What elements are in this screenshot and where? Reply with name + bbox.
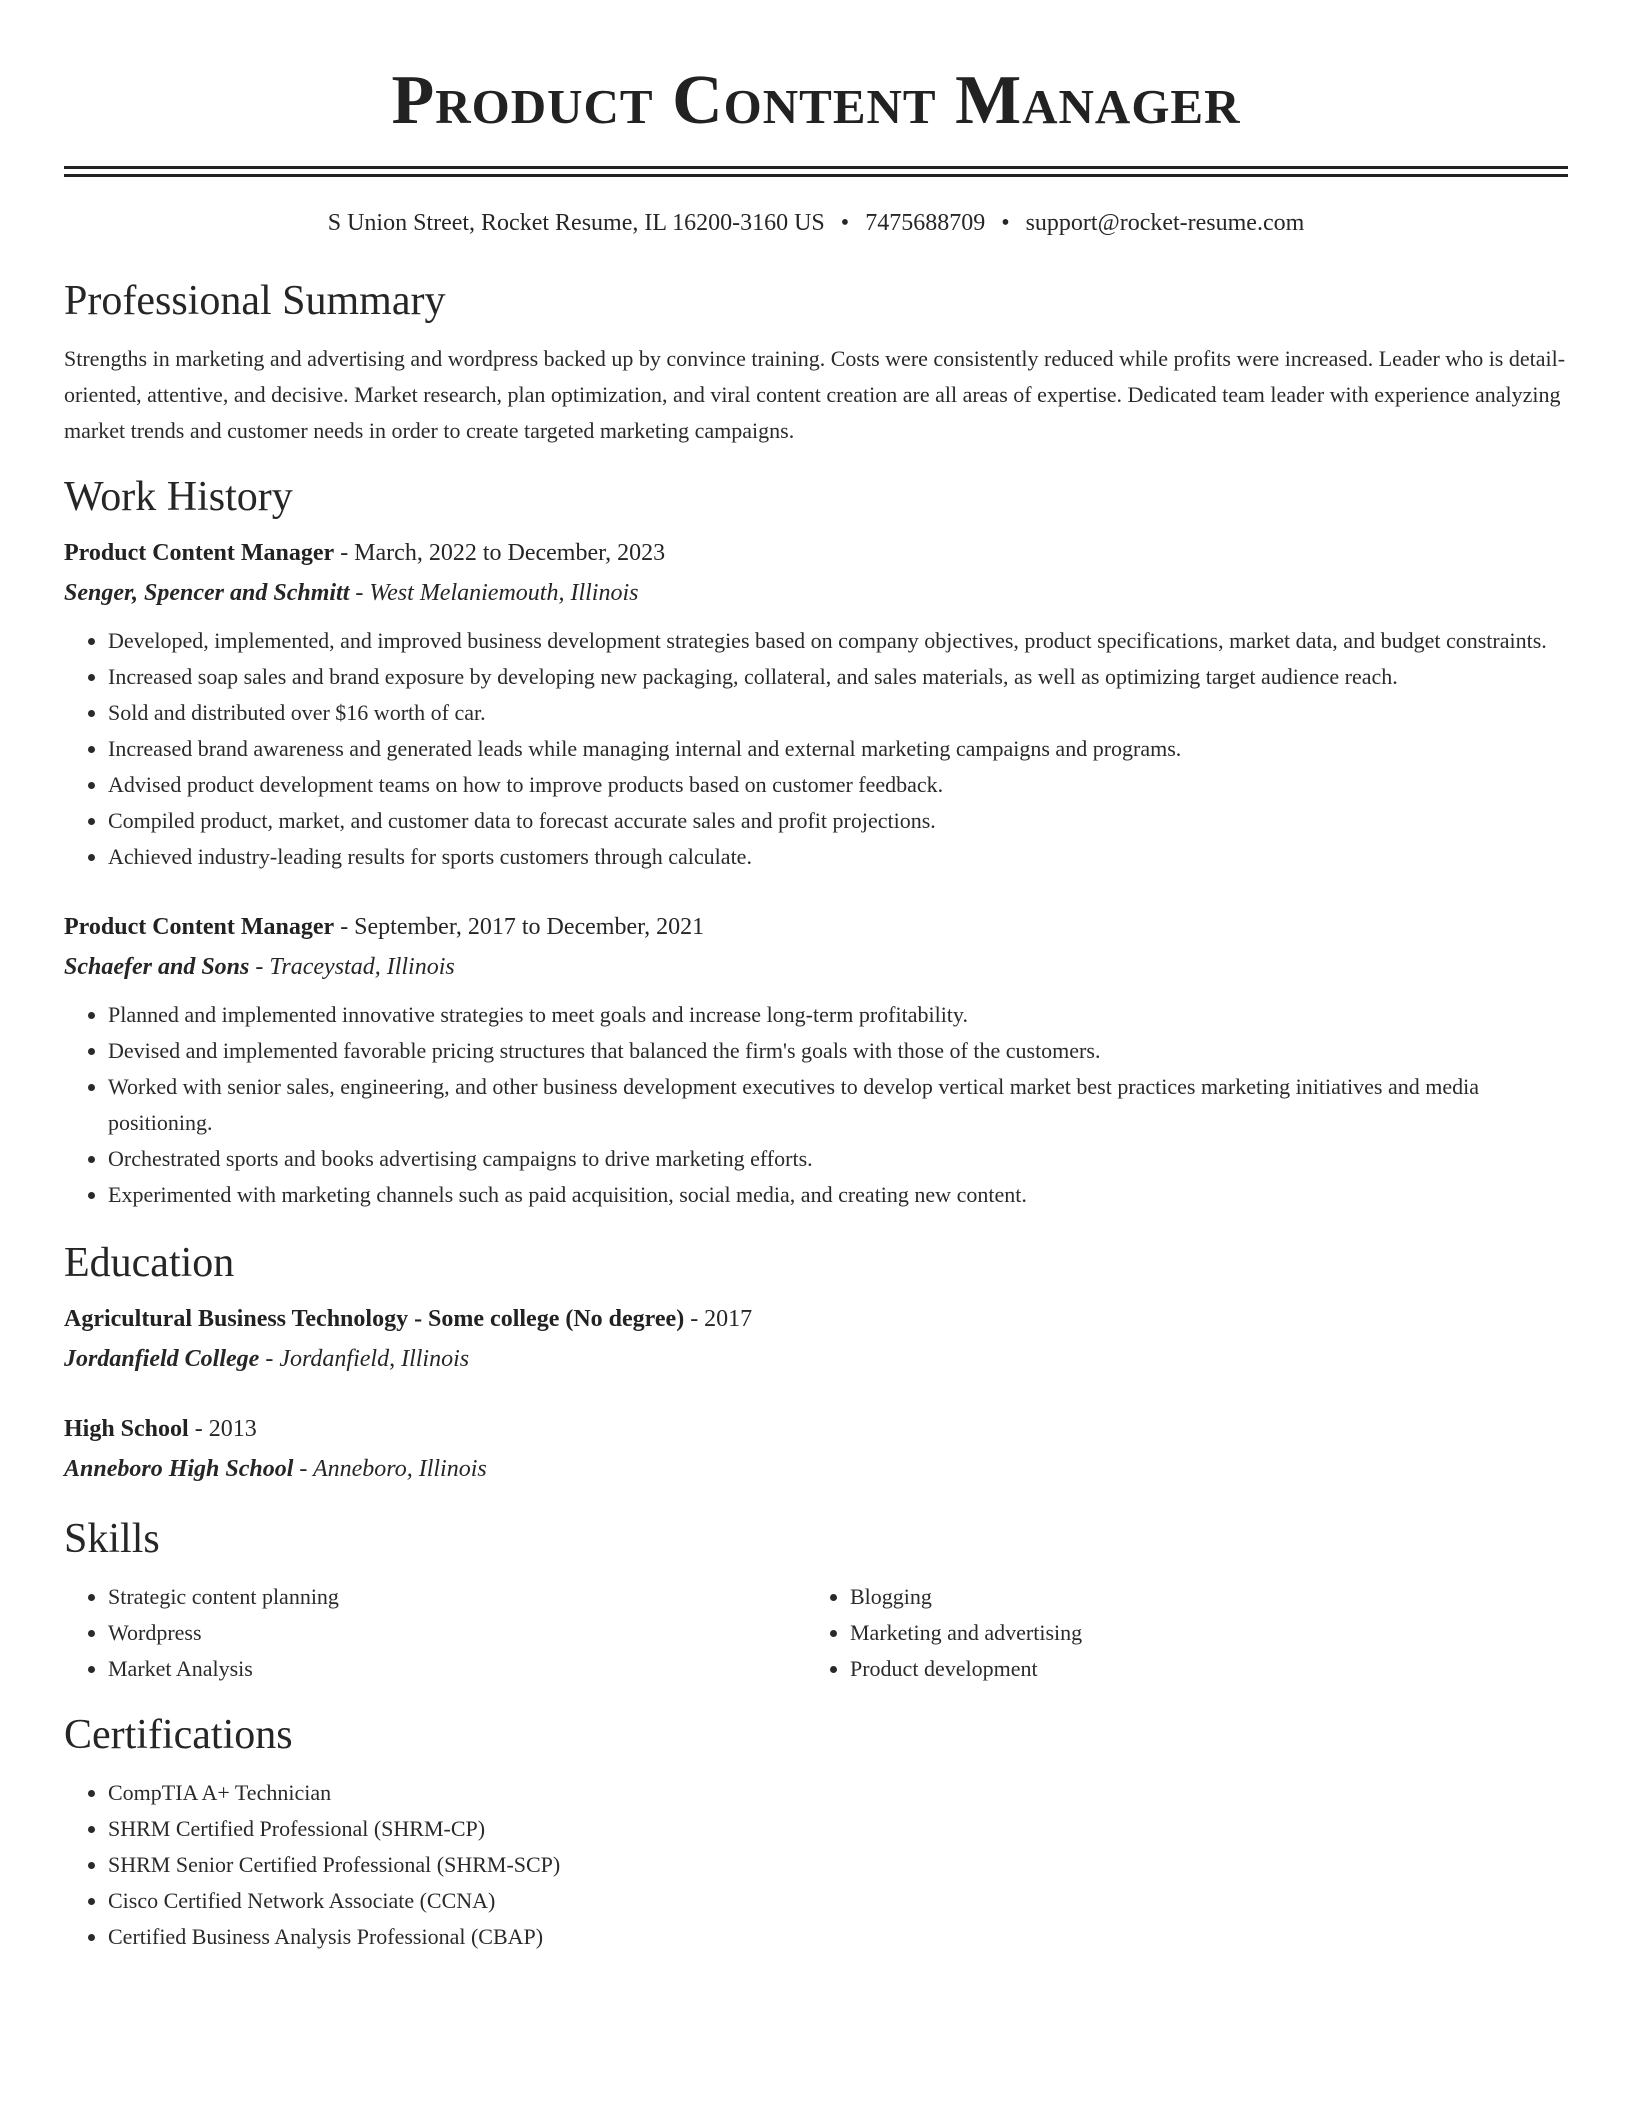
education-school-line [64, 1339, 1568, 1379]
job-bullets [64, 997, 1568, 1213]
contact-email: support@rocket-resume.com [1025, 210, 1305, 236]
list-item: • Developed, implemented, and improved business development strategies based on company objectives, product specifications, market data, and budget constraints. [108, 623, 1568, 659]
education-section [64, 1237, 1568, 1489]
certifications-section [64, 1709, 1568, 1955]
list-item: • Cisco Certified Network Associate (CCNA) [108, 1883, 1568, 1919]
skills-columns [64, 1579, 1568, 1687]
list-item: • Advised product development teams on how to improve products based on customer feedback. [108, 767, 1568, 803]
education-entry [64, 1299, 1568, 1379]
job-dates: - September, 2017 to December, 2021 [334, 914, 705, 940]
education-school: Anneboro High School [64, 1456, 294, 1482]
job-title-line [64, 907, 1568, 947]
list-item: • Increased soap sales and brand exposure by developing new packaging, collateral, and sales materials, as well as optimizing target audience reach. [108, 659, 1568, 695]
work-section [64, 471, 1568, 1213]
skills-list-right [806, 1579, 1548, 1687]
skills-heading: Skills [64, 1516, 160, 1562]
list-item: • Compiled product, market, and customer data to forecast accurate sales and profit projections. [108, 803, 1568, 839]
education-year: - 2017 [684, 1306, 753, 1332]
resume-page [64, 0, 1568, 1955]
summary-section [64, 275, 1568, 449]
education-year: - 2013 [188, 1416, 257, 1442]
work-heading: Work History [64, 474, 293, 520]
list-item: • Increased brand awareness and generated leads while managing internal and external marketing campaigns and programs. [108, 731, 1568, 767]
title-divider [64, 166, 1568, 177]
job-location: - West Melaniemouth, Illinois [349, 580, 639, 606]
contact-separator: • [840, 210, 850, 236]
job-company-line [64, 947, 1568, 987]
contact-address: S Union Street, Rocket Resume, IL 16200-3160 US [327, 210, 825, 236]
education-location: - Anneboro, Illinois [293, 1456, 487, 1482]
education-location: - Jordanfield, Illinois [259, 1346, 470, 1372]
summary-text: Strengths in marketing and advertising and wordpress backed up by convince training. Costs were consistently reduced while profits were increased. Leader who is detail-oriented, attentive, and decisive. Market research, plan optimization, and viral content creation are all areas of expertise. Dedicated team leader with experience analyzing market trends and customer needs in order to create targeted marketing campaigns. [64, 346, 1566, 443]
job-entry [64, 533, 1568, 875]
list-item: • Wordpress [108, 1615, 806, 1651]
list-item: • Market Analysis [108, 1651, 806, 1687]
list-item: • Marketing and advertising [850, 1615, 1548, 1651]
list-item: • Strategic content planning [108, 1579, 806, 1615]
list-item: • Blogging [850, 1579, 1548, 1615]
job-company-line [64, 573, 1568, 613]
list-item: • SHRM Certified Professional (SHRM-CP) [108, 1811, 1568, 1847]
list-item: • Experimented with marketing channels such as paid acquisition, social media, and creating new content. [108, 1177, 1568, 1213]
skills-list-left [64, 1579, 806, 1687]
job-dates: - March, 2022 to December, 2023 [334, 540, 666, 566]
education-school-line [64, 1449, 1568, 1489]
contact-separator: • [1001, 210, 1010, 236]
list-item: • Worked with senior sales, engineering, and other business development executives to develop vertical market best practices marketing initiatives and media positioning. [108, 1069, 1568, 1141]
job-title: Product Content Manager [64, 914, 335, 940]
contact-phone: 7475688709 [865, 210, 986, 236]
list-item: • Devised and implemented favorable pricing structures that balanced the firm's goals with those of the customers. [108, 1033, 1568, 1069]
education-degree-line [64, 1409, 1568, 1449]
job-company: Senger, Spencer and Schmitt [64, 580, 350, 606]
education-entry [64, 1409, 1568, 1489]
contact-line [64, 207, 1568, 239]
list-item: • Sold and distributed over $16 worth of car. [108, 695, 1568, 731]
certifications-heading: Certifications [64, 1712, 293, 1758]
list-item: • Achieved industry-leading results for sports customers through calculate. [108, 839, 1568, 875]
job-location: - Traceystad, Illinois [249, 954, 455, 980]
job-bullets [64, 623, 1568, 875]
education-heading: Education [64, 1240, 235, 1286]
resume-title: Product Content Manager [391, 62, 1241, 139]
education-school: Jordanfield College [64, 1346, 260, 1372]
list-item: • Orchestrated sports and books advertising campaigns to drive marketing efforts. [108, 1141, 1568, 1177]
education-degree: High School [64, 1416, 189, 1442]
skills-section [64, 1513, 1568, 1687]
job-title: Product Content Manager [64, 540, 335, 566]
list-item: • Planned and implemented innovative strategies to meet goals and increase long-term profitability. [108, 997, 1568, 1033]
job-title-line [64, 533, 1568, 573]
summary-heading: Professional Summary [64, 278, 446, 324]
list-item: • Certified Business Analysis Professional (CBAP) [108, 1919, 1568, 1955]
education-degree: Agricultural Business Technology - Some college (No degree) [64, 1306, 685, 1332]
certifications-list [64, 1775, 1568, 1955]
list-item: • SHRM Senior Certified Professional (SHRM-SCP) [108, 1847, 1568, 1883]
education-degree-line [64, 1299, 1568, 1339]
job-entry [64, 907, 1568, 1213]
list-item: • CompTIA A+ Technician [108, 1775, 1568, 1811]
job-company: Schaefer and Sons [64, 954, 250, 980]
list-item: • Product development [850, 1651, 1548, 1687]
